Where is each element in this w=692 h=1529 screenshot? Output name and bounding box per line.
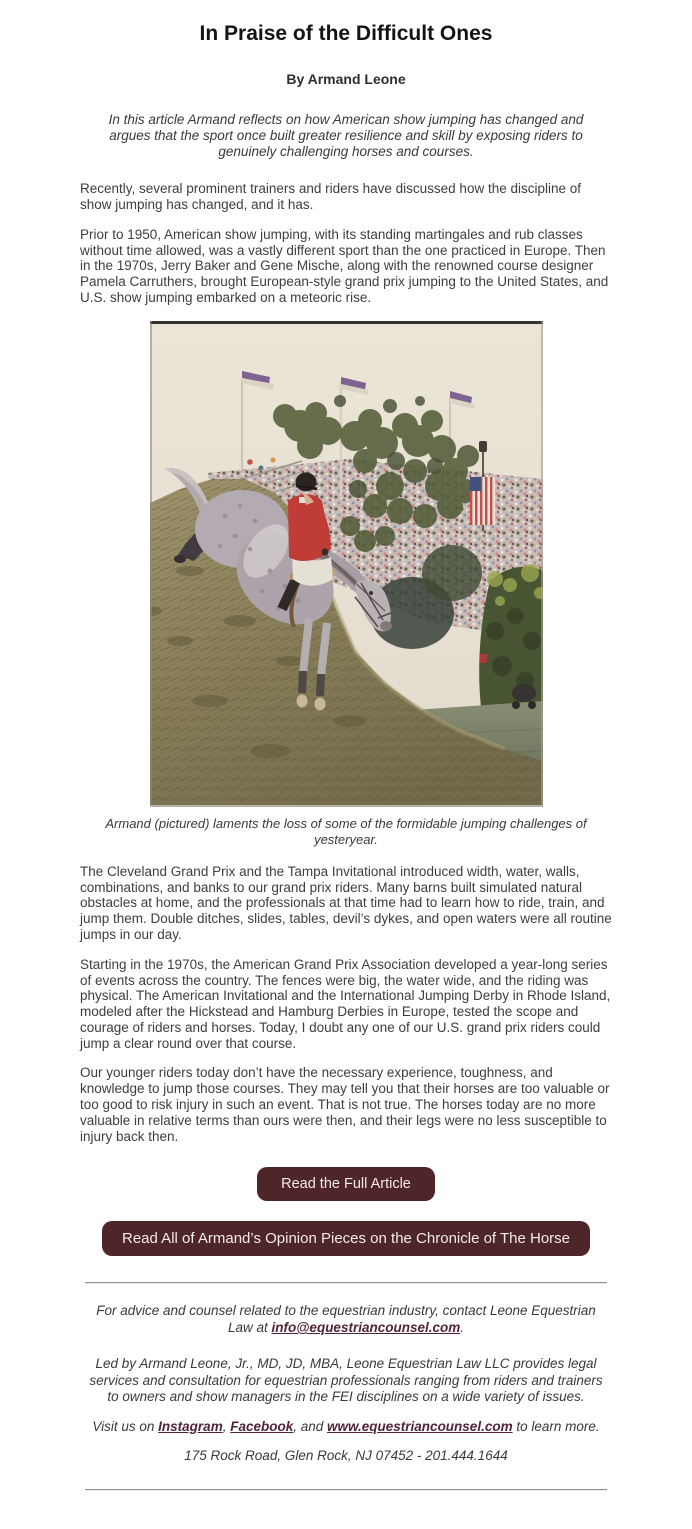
instagram-link[interactable]: Instagram (158, 1418, 223, 1434)
visit-text-pre: Visit us on (92, 1418, 159, 1434)
footer-contact-text: For advice and counsel related to the equestrian industry, contact Leone Equestrian Law at (96, 1303, 596, 1335)
page-title: In Praise of the Difficult Ones (199, 22, 493, 45)
divider-top (85, 1282, 607, 1284)
visit-sep1: , (222, 1418, 231, 1434)
article-intro: In this article Armand reflects on how American show jumping has changed and argues that the sport once built greater resilience and skill by exposing riders to genuinely challenging horses and courses. (108, 112, 584, 160)
read-full-article-button[interactable]: Read the Full Article (257, 1167, 435, 1201)
photo-caption: Armand (pictured) laments the loss of some of the formidable jumping challenges of yesteryear. (105, 815, 587, 847)
footer-visit (80, 1419, 612, 1436)
article-photo (150, 321, 543, 807)
footer-contact-period: . (460, 1319, 464, 1335)
paragraph-1: Recently, several prominent trainers and riders have discussed how the discipline of show jumping has changed, and it has. (80, 181, 582, 212)
visit-text-post: to learn more. (512, 1418, 600, 1434)
byline: By Armand Leone (286, 71, 406, 88)
email-link[interactable]: info@equestriancounsel.com (271, 1319, 461, 1335)
read-all-opinion-pieces-button[interactable]: Read All of Armand’s Opinion Pieces on the Chronicle of The Horse (102, 1221, 590, 1256)
paragraph-4: Starting in the 1970s, the American Grand Prix Association developed a year-long series of events across the country. The fences were big, the water wide, and the riding was physical. The American Invitational and the International Jumping Derby in Rhode Island, modeled after the Hickstead and Hamburg Derbies in Europe, tested the scope and courage of riders and horses. Today, I doubt any one of our U.S. grand prix riders could jump a clear round over that course. (80, 956, 611, 1051)
footer-about: Led by Armand Leone, Jr., MD, JD, MBA, Leone Equestrian Law LLC provides legal services and consultation for equestrian professionals ranging from riders and trainers to owners and show managers in the FEI disciplines on a wide variety of issues. (89, 1356, 603, 1405)
footer-contact (88, 1303, 604, 1336)
paragraph-5: Our younger riders today don’t have the necessary experience, toughness, and knowledge to jump those courses. They may tell you that their horses are too valuable or too good to risk injury in such an event. That is not true. The horses today are no more valuable in relative terms than ours were then, and their legs were no less susceptible to injury back then. (80, 1065, 610, 1144)
visit-sep2: , and (293, 1418, 328, 1434)
paragraph-2: Prior to 1950, American show jumping, with its standing martingales and rub classes without time allowed, was a vastly different sport than the one practiced in Europe. Then in the 1970s, Jerry Baker and Gene Mische, along with the renowned course designer Pamela Carruthers, brought European-style grand prix jumping to the United States, and U.S. show jumping embarked on a meteoric rise. (80, 226, 609, 305)
article-body (80, 22, 612, 1529)
facebook-link[interactable]: Facebook (230, 1418, 294, 1434)
horse-jump-photo-illustration (150, 321, 543, 807)
footer-address: 175 Rock Road, Glen Rock, NJ 07452 - 201.444.1644 (184, 1448, 508, 1464)
bottom-spacer (80, 1491, 612, 1529)
website-link[interactable]: www.equestriancounsel.com (327, 1418, 513, 1434)
paragraph-3: The Cleveland Grand Prix and the Tampa Invitational introduced width, water, walls, combinations, and banks to our grand prix riders. Many barns built simulated natural obstacles at home, and the professionals at that time had to learn how to ride, train, and jump them. Double ditches, slides, tables, devil’s dykes, and open waters were all routine jumps in our day. (80, 863, 612, 942)
